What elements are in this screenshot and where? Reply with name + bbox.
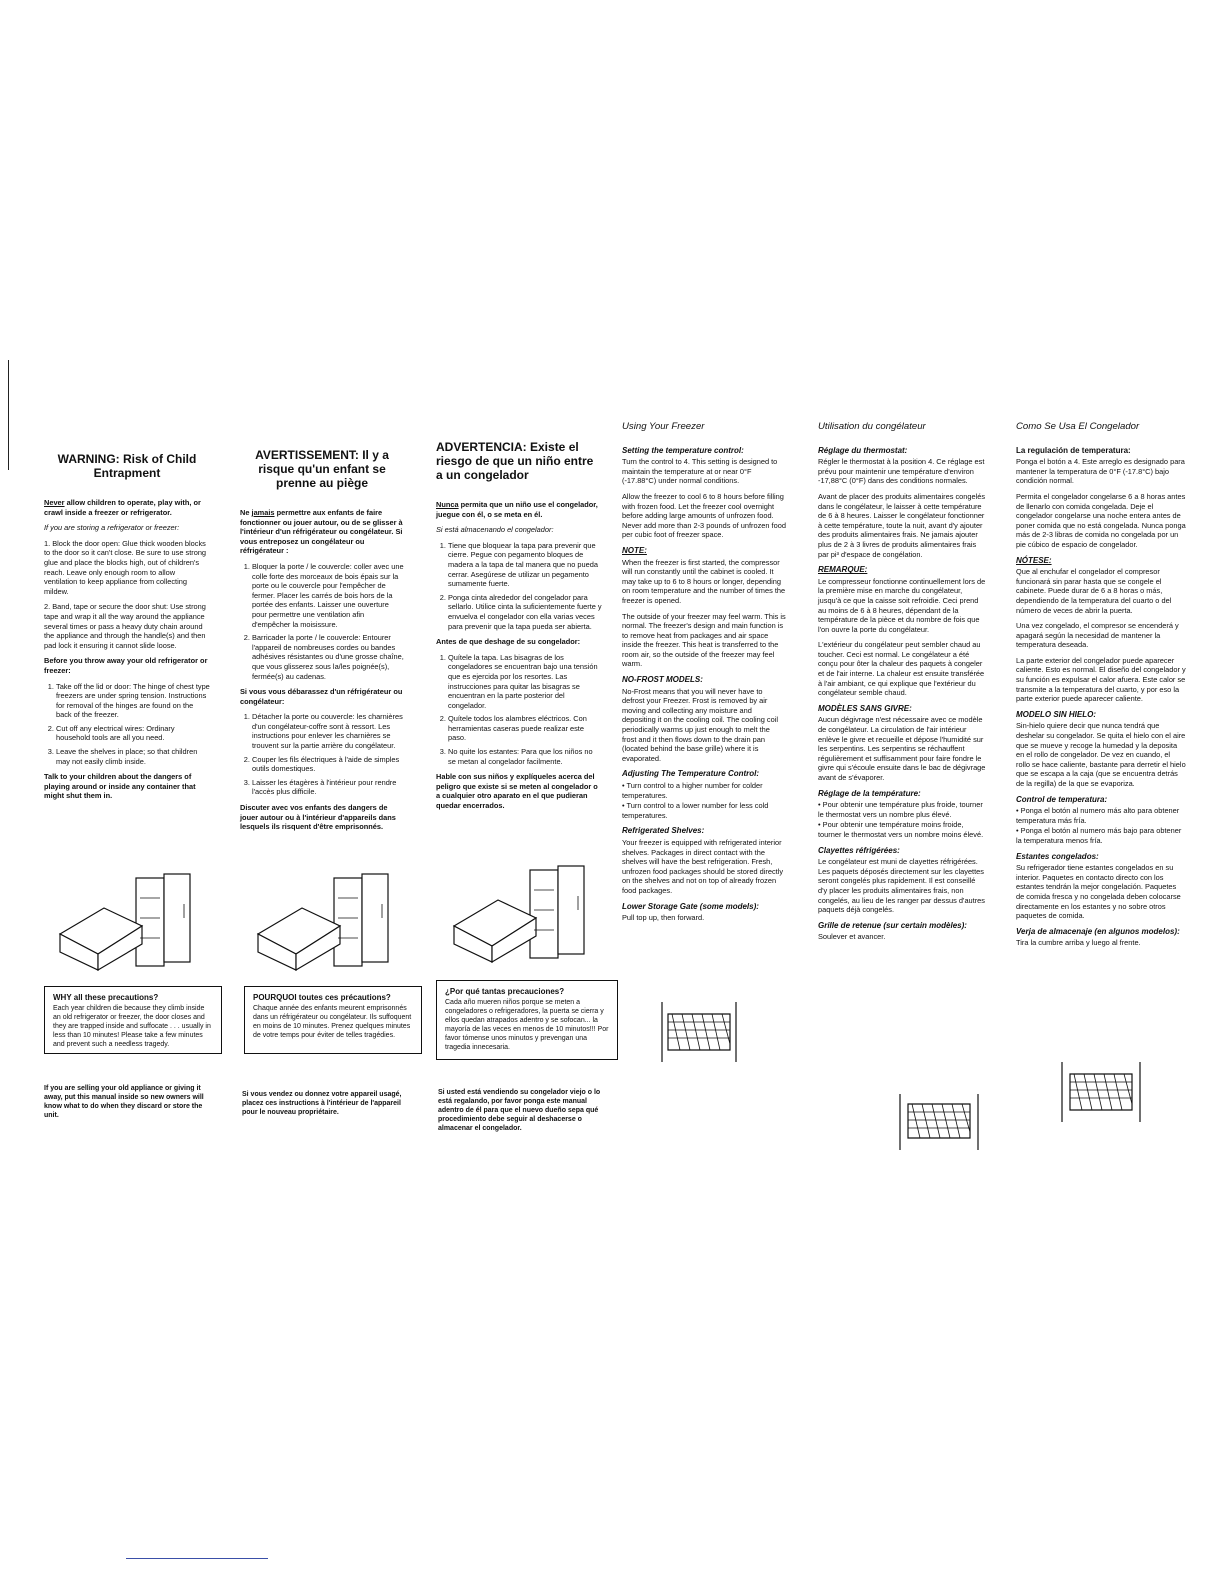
temp-heading-fr: Réglage du thermostat: [818,445,908,455]
throw-item-1-en: 1. Take off the lid or door: The hinge of chest type freezers are under spring tension. Instructions for removal of the hinges are found on the back of the freezer. [56,682,210,720]
shelves-text-fr: Le congélateur est muni de clayettes réfrigérées. Les paquets déposés directement sur les clayettes seront congelés plus rapidement. Il est conseillé d'y placer les produits alimentaires frais, non congelés, au lieu de les ranger par dessus d'autres paquets déjà congelés. [818,857,985,915]
throw-item-3-en: 3. Leave the shelves in place; so that children may not easily climb inside. [56,747,210,766]
precautions-title-es: ¿Por qué tantas precauciones? [445,987,565,996]
before-heading-en: Before you throw away your old refrigerator or freezer: [44,656,208,675]
storage-gate-illustration-es [1058,1060,1144,1124]
temp-text-es: Ponga el botón a 4. Este arreglo es designado para mantener la temperatura de 0°F (-17.8°C) bajo condición normal. [1016,457,1185,486]
adjust-text-1-fr: • Pour obtenir une température plus froide, tourner le thermostat vers un nombre plus élevé. [818,800,983,819]
using-heading-fr: Utilisation du congélateur [818,421,926,432]
adjust-text-1-en: • Turn control to a higher number for colder temperatures. [622,781,763,800]
vez-text-es: Una vez congelado, el compresor se encenderá y apagará según la necesidad de mantener la temperatura deseada. [1016,621,1179,650]
storage-gate-illustration-en [658,1000,740,1064]
nunca-word: Nunca [436,500,459,509]
nofrost-heading-en: NO-FROST MODELS: [622,675,703,685]
gate-text-en: Pull top up, then forward. [622,913,705,923]
warning-column-fr [240,448,404,838]
outside-text-es: La parte exterior del congelador puede aparecer caliente. Esto es normal. El diseño del congelador y su función es expulsar el calor afuera. Este calor se transmite a la temperatura del cuarto, y por eso la parte exterior puede aparecer caliente. [1016,655,1186,704]
temp-heading-en: Setting the temperature control: [622,445,744,455]
left-edge-mark [8,360,9,470]
selling-note-en: If you are selling your old appliance or giving it away, put this manual inside so new owners will know what to do when they discard or store the unit. [44,1085,204,1119]
outside-text-fr: L'extérieur du congélateur peut sembler chaud au toucher. Ceci est normal. Le congélateur a été conçu pour ôter la chaleur des paquets à congeler et de l'air interne. La chaleur est ensuite transférée à l'air ambiant, ce qui explique que l'extérieur du congélateur semble chaud. [818,640,985,698]
warning-intro-es: permita que un niño use el congelador, juegue con él, o se meta en él. [436,500,598,519]
nofrost-text-es: Sin-hielo quiere decir que nunca tendrá que deshelar su congelador. Se quita el hielo con el aire que se mueve y recoge la humedad y la deposita en el rollo de congelador. De vez en cuando, el rollo se hace caliente, bastante para derretir el hielo que se escapa a la caja (que se encuentra detrás de la regilla) de la que se evaporiza. [1016,721,1186,788]
before-heading-es: Antes de que deshage de su congelador: [436,637,581,647]
precautions-box-en [44,986,222,1054]
allow-text-fr: Avant de placer des produits alimentaires congelés dans le congélateur, le laisser à cette température de 6 à 8 heures. Laisser le congélateur fonctionner à cette température, toute la nuit, avant d'y ajouter des produits alimentaires frais. Ne jamais ajouter plus de 2 à 3 livres de produits alimentaires frais par pi³ d'espace de congélation. [818,491,986,559]
using-column-en [622,422,786,929]
gate-heading-es: Verja de almacenaje (en algunos modelos): [1016,926,1180,936]
storing-item-2-es: 2. Ponga cinta alrededor del congelador para sellarlo. Utilice cinta la suficientemente fuerte y envuelva el congelador con ella varias veces para prevenir que la tapa pueda ser abierta. [448,593,602,631]
never-word: Never [44,498,65,507]
storing-item-1-en: 1. Block the door open: Glue thick wooden blocks to the door so it can't close. Be sure to use strong glue and place the blocks high, out of children's reach. Leave only enough room to allow ventilation to keep appliance from collecting mildew. [44,538,207,596]
talk-text-en: Talk to your children about the dangers of playing around or inside any container that might shut them in. [44,772,196,801]
freezer-illustration-es [452,860,592,964]
note-heading-es: NÓTESE: [1016,555,1052,565]
allow-text-es: Permita el congelador congelarse 6 a 8 horas antes de llenarlo con comida congelada. Deje el congelador congelarse una noche entera antes de poner comida que no está congelada. Nunca ponga más de 2-3 libras de comida no congelada por un pie cúbico de espacio de congelador. [1016,491,1186,549]
precautions-text-fr: Chaque année des enfants meurent emprisonnés dans un réfrigérateur ou congélateur. Ils suffoquent en moins de 10 minutes. Prenez quelques minutes de votre temps pour éviter de telles tragédies. [253,1005,412,1039]
adjust-text-2-fr: • Pour obtenir une température moins froide, tourner le thermostat vers un nombre moins élevé. [818,820,984,839]
shelves-heading-es: Estantes congelados: [1016,851,1099,861]
storing-item-1-fr: 1. Bloquer la porte / le couvercle: coller avec une colle forte des morceaux de bois épais sur la porte ou le couvercle pour l'empêcher de fermer. Placer les carrés de bois hors de la portée des enfants. Laisser une ouverture pour permettre une ventilation afin d'empêcher la moisissure. [252,562,404,629]
storing-heading-es: Si está almacenando el congelador: [436,525,554,535]
storing-heading-en: If you are storing a refrigerator or freezer: [44,523,180,533]
shelves-text-en: Your freezer is equipped with refrigerated interior shelves. Packages in direct contact with the shelves will have the best refrigeration. Fresh, unfrozen food packages should be stored directly on the shelves and not on top of already frozen food packages. [622,837,784,895]
temp-heading-es: La regulación de temperatura: [1016,445,1131,455]
adjust-heading-fr: Réglage de la température: [818,788,921,798]
note-heading-fr: REMARQUE: [818,565,868,575]
storing-item-1-es: 1. Tiene que bloquear la tapa para prevenir que cierre. Pegue con pegamento bloques de madera a la tapa de tal manera que no pueda cerrar. Asegúrese de utilizar un pegamento sumamente fuerte. [448,541,602,589]
warning-column-en [44,452,210,807]
shelves-text-es: Su refrigerador tiene estantes congelados en su interior. Paquetes en contacto directo con los estantes tendrán la mejor congelación. Paquetes de comida fresca y no congelada deben colocarse directamente en los estantes y no sobre otros paquetes de comida. [1016,863,1181,921]
note-text-en: When the freezer is first started, the compressor will run constantly until the cabinet is cooled. It may take up to 6 to 8 hours or longer, depending on room temperature and the number of times the freezer is opened. [622,557,786,605]
warning-intro-en: allow children to operate, play with, or crawl inside a freezer or refrigerator. [44,498,201,517]
gate-text-fr: Soulever et avancer. [818,932,886,942]
throw-item-3-fr: 3. Laisser les étagères à l'intérieur pour rendre l'accès plus difficile. [252,778,404,797]
using-column-fr [818,422,986,948]
precautions-title-en: WHY all these precautions? [53,993,159,1002]
nofrost-heading-es: MODELO SIN HIELO: [1016,709,1096,719]
throw-item-1-fr: 1. Détacher la porte ou couvercle: les charnières d'un congélateur-coffre sont à ressort. Les instructions pour enlever les charnières se trouvent sur la partie arrière du congélateur. [252,712,404,750]
precautions-title-fr: POURQUOI toutes ces précautions? [253,993,391,1002]
allow-text-en: Allow the freezer to cool 6 to 8 hours before filling with frozen food. Let the freezer cool overnight before adding large amounts of unfrozen food. Never add more than 2-3 pounds of unfrozen food per cubic foot of freezer space. [622,491,786,540]
storing-item-2-en: 2. Band, tape or secure the door shut: Use strong tape and wrap it all the way around the appliance several times or pass a heavy duty chain around the appliance and through the handle(s) and then pad lock it ensuring it cannot slide loose. [44,602,206,650]
throw-item-2-en: 2. Cut off any electrical wires: Ordinary household tools are all you need. [56,724,210,743]
throw-item-3-es: 3. No quite los estantes: Para que los niños no se metan al congelador facilmente. [448,747,602,766]
throw-item-1-es: 1. Quítele la tapa. Las bisagras de los congeladores se encuentran bajo una tensión que es ejercida por los resortes. Las instrucciones para quitar las bisagras se encuentran en la parte posterior del congelador. [448,653,602,711]
before-heading-fr: Si vous vous débarassez d'un réfrigérateur ou congélateur: [240,687,403,706]
adjust-text-1-es: • Ponga el botón al numero más alto para obtener temperatura más fría. [1016,806,1180,825]
gate-heading-en: Lower Storage Gate (some models): [622,901,759,911]
talk-text-fr: Discuter avec vos enfants des dangers de jouer autour ou à l'intérieur d'appareils dans lesquels ils risquent d'être emprisonnés. [240,803,396,832]
precautions-text-en: Each year children die because they climb inside an old refrigerator or freezer, the door closes and they are trapped inside and suffocate . . . usually in less than 10 minutes! Please take a few minutes and prevent such a needless tragedy. [53,1005,211,1048]
using-heading-en: Using Your Freezer [622,421,705,432]
talk-text-es: Hable con sus niños y explíqueles acerca del peligro que existe si se meten al congelador o a cualquier otro aparato en el que pudieran quedar encerrados. [436,772,598,811]
adjust-text-2-en: • Turn control to a lower number for less cold temperatures. [622,801,769,820]
nofrost-heading-fr: MODÈLES SANS GIVRE: [818,703,912,713]
storing-item-2-fr: 2. Barricader la porte / le couvercle: Entourer l'appareil de nombreuses cordes ou bandes adhésives résistantes ou d'une grosse chaîne, que vous glisserez sous la/les poignée(s), fermée(s) au cadenas. [252,633,404,681]
temp-text-en: Turn the control to 4. This setting is designed to maintain the temperature at or near 0°F (-17.88°C) under normal conditions. [622,457,778,486]
precautions-text-es: Cada año mueren niños porque se meten a congeladores o refrigeradores, la puerta se cierra y ellos quedan atrapados adentro y se sofocan... la mayoría de las veces en menos de 10 minutos!!! Por favor tómense unos minutos y prevengan una tragedia innecesaria. [445,999,609,1051]
throw-item-2-es: 2. Quítele todos los alambres eléctricos. Con herramientas caseras puede realizar este paso. [448,714,602,743]
adjust-heading-en: Adjusting The Temperature Control: [622,769,760,779]
using-heading-es: Como Se Usa El Congelador [1016,421,1140,432]
nofrost-text-en: No-Frost means that you will never have to defrost your Freezer. Frost is removed by air moving and collecting any moisture and depositing it on the cooling coil. The cooling coil periodically warms up just enough to melt the frost and it then flows down to the drain pan (located behind the base grille) where it is evaporated. [622,686,778,763]
nofrost-text-fr: Aucun dégivrage n'est nécessaire avec ce modèle de congélateur. La circulation de l'air intérieur enlève le givre et recueille et dépose l'humidité sur les serpentins. Les serpentins se réchauffent régulièrement et suffisamment pour faire fondre le givre qui s'écoule ensuite dans le bac de dégivrage avant de s'évaporer. [818,715,986,782]
warning-title-es: ADVERTENCIA: Existe el riesgo de que un niño entre a un congelador [436,440,594,482]
freezer-illustration-en [58,868,198,972]
adjust-text-2-es: • Ponga el botón al numero más bajo para obtener la temperatura menos fría. [1016,826,1182,845]
gate-text-es: Tira la cumbre arriba y luego al frente. [1016,938,1141,948]
jamais-word: jamais [251,508,275,517]
using-column-es [1016,422,1186,954]
temp-text-fr: Régler le thermostat à la position 4. Ce réglage est prévu pour maintenir une température d'environ -17,88°C (0°F) dans des conditions normales. [818,457,985,486]
bottom-link-line [126,1558,268,1559]
precautions-box-fr [244,986,422,1054]
selling-note-es: Si usted está vendiendo su congelador viejo o lo está regalando, por favor ponga este manual adentro de él para que el nuevo dueño sepa qué procedimiento debe seguir al deshacerse o almacenar el congelador. [438,1089,601,1132]
outside-text-en: The outside of your freezer may feel warm. This is normal. The freezer's design and main function is to remove heat from packages and air space inside the freezer. This heat is transferred to the room air, so the outside of the freezer may feel warm. [622,611,786,669]
selling-note-fr: Si vous vendez ou donnez votre appareil usagé, placez ces instructions à l'intérieur de l'appareil pour le nouveau propriétaire. [242,1091,402,1116]
adjust-heading-es: Control de temperatura: [1016,794,1108,804]
note-text-es: Que al enchufar el congelador el compresor funcionará sin parar hasta que se congele el cabinete. Puede durar de 6 a 8 horas o más, dependiendo de la temperatura del cuarto o del número de veces de abrir la puerta. [1016,567,1172,615]
gate-heading-fr: Grille de retenue (sur certain modèles): [818,920,967,930]
warning-intro-fr: permettre aux enfants de faire fonctionner ou jouer autour, ou de se glisser à l'intérieur d'un réfrigérateur ou congélateur. Si vous entreposez un congélateur ou réfrigérateur : [240,508,403,556]
shelves-heading-fr: Clayettes réfrigérées: [818,845,900,855]
note-heading-en: NOTE: [622,545,647,555]
note-text-fr: Le compresseur fonctionne continuellement lors de la première mise en marche du congélateur, jusqu'à ce que la caisse soit refroidie. Ceci prend au moins de 6 à 8 heures, dépendant de la température de la pièce et du nombre de fois que l'on ouvre la porte du congélateur. [818,576,986,634]
storage-gate-illustration-fr [896,1092,982,1152]
warning-column-es [436,440,602,817]
intro-ne-fr: Ne [240,508,250,517]
freezer-illustration-fr [256,868,396,972]
warning-title-en: WARNING: Risk of Child Entrapment [57,452,197,480]
warning-title-fr: AVERTISSEMENT: Il y a risque qu'un enfant se prenne au piège [255,448,389,490]
precautions-box-es [436,980,618,1060]
throw-item-2-fr: 2. Couper les fils électriques à l'aide de simples outils domestiques. [252,755,404,774]
shelves-heading-en: Refrigerated Shelves: [622,826,705,836]
